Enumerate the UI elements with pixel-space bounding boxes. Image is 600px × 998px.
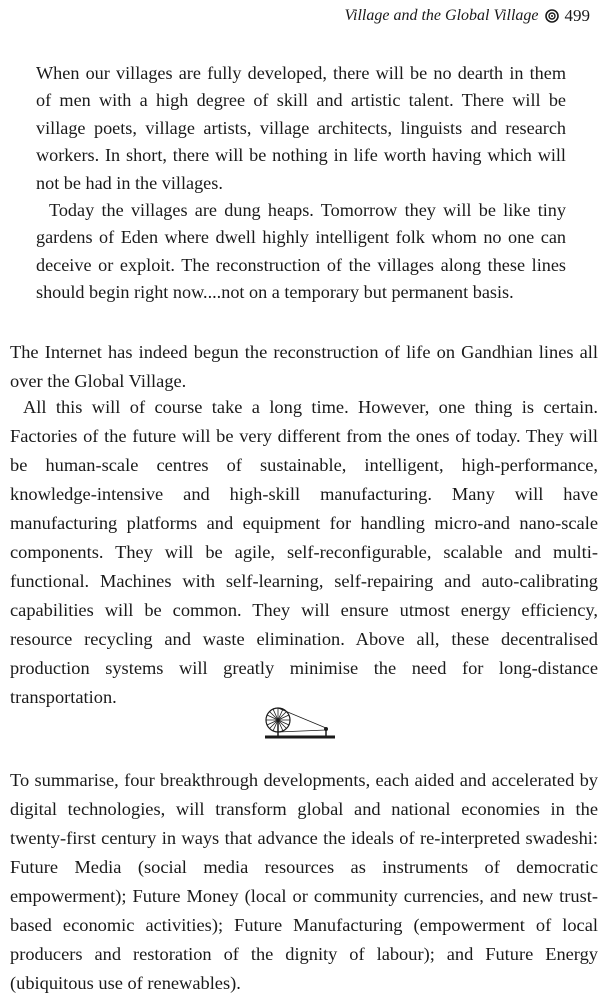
body-paragraph: All this will of course take a long time. However, one thing is certain. Factories of the future will be very different from the ones of today. They will be human-scale centres of sustainable, intelligent, high-performance, knowledge-intensive and high-skill manufacturing. Many will have manufacturing platforms and equipment for handling micro-and nano-scale components. They will be agile, self-reconfigurable, scalable and multi-functional. Machines with self-learning, self-repairing and auto-calibrating capabilities will be common. They will ensure utmost energy efficiency, resource recycling and waste elimination. Above all, these decentralised production systems will greatly minimise the need for long-distance transportation. xyxy=(10,397,598,707)
page-number: 499 xyxy=(564,6,590,25)
running-title: Village and the Global Village xyxy=(344,7,539,24)
body-paragraph: To summarise, four breakthrough developments, each aided and accelerated by digital technologies, will transform global and national economies in the twenty-first century in ways that advance the ideals of re-interpreted swadeshi: Future Media (social media resources as instruments of democratic empowerment); Future Money (local or community currencies, and new trust-based economic activities); Future Manufacturing (empowerment of local producers and restoration of the dignity of labour); and Future Energy (ubiquitous use of renewables). xyxy=(10,770,598,993)
running-head xyxy=(344,6,590,26)
quote-paragraph: When our villages are fully developed, there will be no dearth in them of men with a high degree of skill and artistic talent. There will be village poets, village artists, village architects, linguists and research workers. In short, there will be nothing in life worth having which will not be had in the villages. xyxy=(36,63,566,193)
quote-paragraph: Today the villages are dung heaps. Tomorrow they will be like tiny gardens of Eden where dwell highly intelligent folk whom no one can deceive or exploit. The reconstruction of the villages along these lines should begin right now....not on a temporary but permanent basis. xyxy=(36,200,566,303)
spinning-wheel-icon xyxy=(262,700,338,742)
block-quote xyxy=(36,60,566,307)
target-ornament-icon xyxy=(545,9,559,23)
body-paragraph: The Internet has indeed begun the reconstruction of life on Gandhian lines all over the Global Village. xyxy=(10,342,598,391)
